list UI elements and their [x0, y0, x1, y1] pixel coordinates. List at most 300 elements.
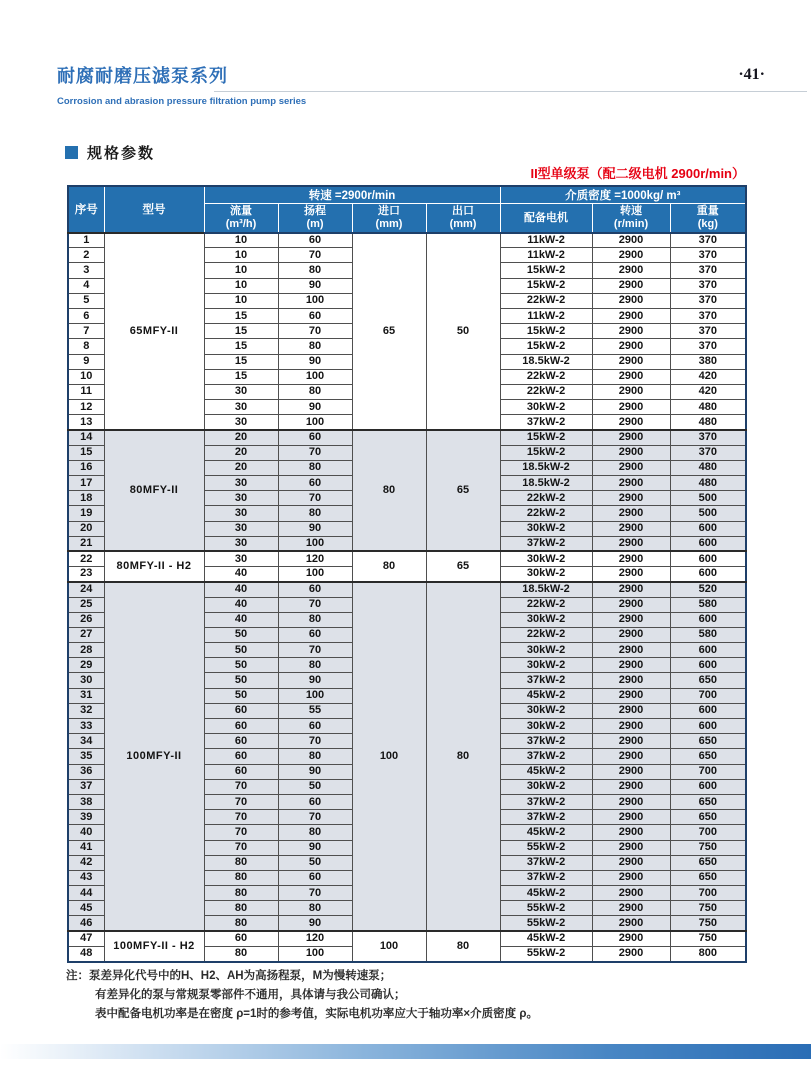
cell-weight: 520 — [670, 582, 746, 597]
cell-motor: 45kW-2 — [500, 825, 592, 840]
cell-seq: 41 — [68, 840, 104, 855]
note-line — [66, 967, 538, 986]
cell-head: 60 — [278, 582, 352, 597]
section-bullet-icon — [65, 146, 78, 159]
cell-speed: 2900 — [592, 521, 670, 536]
cell-flow: 50 — [204, 673, 278, 688]
cell-flow: 60 — [204, 734, 278, 749]
cell-head: 90 — [278, 400, 352, 415]
cell-seq: 34 — [68, 734, 104, 749]
col-header-outlet — [426, 204, 500, 233]
cell-speed: 2900 — [592, 445, 670, 460]
cell-flow: 30 — [204, 400, 278, 415]
cell-motor: 45kW-2 — [500, 764, 592, 779]
cell-weight: 600 — [670, 567, 746, 582]
cell-head: 120 — [278, 551, 352, 566]
cell-speed: 2900 — [592, 810, 670, 825]
cell-head: 60 — [278, 233, 352, 248]
cell-head: 70 — [278, 324, 352, 339]
cell-weight: 580 — [670, 627, 746, 642]
cell-motor: 18.5kW-2 — [500, 460, 592, 475]
cell-speed: 2900 — [592, 946, 670, 961]
cell-head: 60 — [278, 476, 352, 491]
cell-model: 80MFY-II — [104, 430, 204, 552]
cell-seq: 7 — [68, 324, 104, 339]
cell-seq: 18 — [68, 491, 104, 506]
cell-motor: 22kW-2 — [500, 384, 592, 399]
cell-seq: 4 — [68, 278, 104, 293]
cell-flow: 60 — [204, 703, 278, 718]
cell-flow: 10 — [204, 293, 278, 308]
cell-model: 80MFY-II - H2 — [104, 551, 204, 581]
cell-head: 60 — [278, 627, 352, 642]
cell-motor: 37kW-2 — [500, 855, 592, 870]
cell-flow: 50 — [204, 627, 278, 642]
cell-weight: 700 — [670, 825, 746, 840]
cell-speed: 2900 — [592, 597, 670, 612]
cell-head: 120 — [278, 931, 352, 946]
cell-speed: 2900 — [592, 567, 670, 582]
note-line — [66, 986, 538, 1005]
cell-weight: 370 — [670, 248, 746, 263]
col-header-flow — [204, 204, 278, 233]
cell-seq: 10 — [68, 369, 104, 384]
col-header-seq: 序号 — [68, 186, 104, 233]
cell-seq: 27 — [68, 627, 104, 642]
cell-head: 80 — [278, 384, 352, 399]
cell-flow: 10 — [204, 278, 278, 293]
cell-flow: 10 — [204, 248, 278, 263]
cell-seq: 11 — [68, 384, 104, 399]
cell-weight: 420 — [670, 384, 746, 399]
cell-weight: 650 — [670, 749, 746, 764]
header-divider — [214, 91, 807, 92]
cell-weight: 600 — [670, 643, 746, 658]
cell-head: 80 — [278, 612, 352, 627]
cell-speed: 2900 — [592, 491, 670, 506]
cell-head: 60 — [278, 430, 352, 445]
cell-motor: 15kW-2 — [500, 263, 592, 278]
cell-head: 100 — [278, 369, 352, 384]
cell-motor: 45kW-2 — [500, 688, 592, 703]
page-number: ·41· — [738, 66, 765, 83]
series-title-cn: 耐腐耐磨压滤泵系列 — [57, 66, 228, 86]
speed-label: 转速 — [620, 205, 643, 218]
weight-label: 重量 — [696, 205, 719, 218]
cell-motor: 30kW-2 — [500, 643, 592, 658]
cell-motor: 55kW-2 — [500, 901, 592, 916]
cell-speed: 2900 — [592, 703, 670, 718]
cell-flow: 20 — [204, 445, 278, 460]
table-row — [68, 582, 746, 597]
cell-weight: 500 — [670, 506, 746, 521]
cell-speed: 2900 — [592, 794, 670, 809]
cell-flow: 40 — [204, 582, 278, 597]
cell-motor: 15kW-2 — [500, 430, 592, 445]
cell-speed: 2900 — [592, 901, 670, 916]
cell-motor: 45kW-2 — [500, 931, 592, 946]
cell-flow: 10 — [204, 263, 278, 278]
cell-flow: 70 — [204, 779, 278, 794]
cell-flow: 30 — [204, 476, 278, 491]
cell-head: 70 — [278, 643, 352, 658]
cell-model: 65MFY-II — [104, 233, 204, 430]
cell-weight: 800 — [670, 946, 746, 961]
cell-head: 80 — [278, 825, 352, 840]
cell-flow: 15 — [204, 369, 278, 384]
cell-weight: 370 — [670, 339, 746, 354]
section-heading — [65, 142, 155, 163]
cell-motor: 37kW-2 — [500, 810, 592, 825]
cell-head: 100 — [278, 293, 352, 308]
cell-weight: 750 — [670, 931, 746, 946]
cell-head: 70 — [278, 491, 352, 506]
cell-weight: 370 — [670, 263, 746, 278]
cell-speed: 2900 — [592, 886, 670, 901]
cell-speed: 2900 — [592, 233, 670, 248]
cell-speed: 2900 — [592, 369, 670, 384]
cell-seq: 3 — [68, 263, 104, 278]
cell-head: 80 — [278, 506, 352, 521]
cell-weight: 600 — [670, 536, 746, 551]
cell-flow: 70 — [204, 810, 278, 825]
cell-inlet: 80 — [352, 430, 426, 552]
cell-head: 90 — [278, 840, 352, 855]
cell-speed: 2900 — [592, 400, 670, 415]
cell-flow: 15 — [204, 308, 278, 323]
cell-speed: 2900 — [592, 749, 670, 764]
col-header-inlet — [352, 204, 426, 233]
cell-speed: 2900 — [592, 764, 670, 779]
cell-seq: 40 — [68, 825, 104, 840]
cell-motor: 30kW-2 — [500, 703, 592, 718]
cell-flow: 30 — [204, 506, 278, 521]
cell-motor: 30kW-2 — [500, 612, 592, 627]
cell-flow: 30 — [204, 551, 278, 566]
cell-motor: 30kW-2 — [500, 779, 592, 794]
cell-seq: 9 — [68, 354, 104, 369]
cell-speed: 2900 — [592, 324, 670, 339]
cell-head: 100 — [278, 946, 352, 961]
cell-head: 90 — [278, 354, 352, 369]
cell-head: 60 — [278, 719, 352, 734]
cell-seq: 30 — [68, 673, 104, 688]
cell-head: 70 — [278, 734, 352, 749]
spec-table — [67, 185, 747, 963]
footer-decoration-band — [0, 1044, 811, 1059]
cell-flow: 15 — [204, 339, 278, 354]
cell-flow: 80 — [204, 855, 278, 870]
cell-motor: 30kW-2 — [500, 567, 592, 582]
cell-head: 100 — [278, 567, 352, 582]
cell-outlet: 50 — [426, 233, 500, 430]
cell-weight: 700 — [670, 688, 746, 703]
cell-seq: 2 — [68, 248, 104, 263]
cell-motor: 11kW-2 — [500, 308, 592, 323]
cell-motor: 22kW-2 — [500, 627, 592, 642]
cell-flow: 50 — [204, 658, 278, 673]
cell-seq: 48 — [68, 946, 104, 961]
cell-inlet: 100 — [352, 582, 426, 931]
cell-speed: 2900 — [592, 354, 670, 369]
cell-weight: 650 — [670, 734, 746, 749]
cell-seq: 20 — [68, 521, 104, 536]
cell-speed: 2900 — [592, 263, 670, 278]
cell-weight: 380 — [670, 354, 746, 369]
table-row — [68, 430, 746, 445]
cell-motor: 11kW-2 — [500, 248, 592, 263]
cell-seq: 36 — [68, 764, 104, 779]
cell-seq: 19 — [68, 506, 104, 521]
col-header-weight — [670, 204, 746, 233]
cell-inlet: 100 — [352, 931, 426, 961]
cell-seq: 37 — [68, 779, 104, 794]
cell-flow: 80 — [204, 886, 278, 901]
cell-motor: 37kW-2 — [500, 870, 592, 885]
cell-weight: 370 — [670, 293, 746, 308]
cell-motor: 37kW-2 — [500, 673, 592, 688]
cell-head: 50 — [278, 855, 352, 870]
cell-motor: 15kW-2 — [500, 339, 592, 354]
cell-seq: 13 — [68, 415, 104, 430]
cell-head: 80 — [278, 658, 352, 673]
cell-weight: 370 — [670, 308, 746, 323]
cell-seq: 6 — [68, 308, 104, 323]
cell-seq: 15 — [68, 445, 104, 460]
cell-speed: 2900 — [592, 415, 670, 430]
cell-head: 100 — [278, 688, 352, 703]
cell-motor: 55kW-2 — [500, 946, 592, 961]
cell-speed: 2900 — [592, 931, 670, 946]
cell-motor: 18.5kW-2 — [500, 476, 592, 491]
cell-weight: 650 — [670, 870, 746, 885]
cell-weight: 700 — [670, 886, 746, 901]
cell-speed: 2900 — [592, 627, 670, 642]
cell-seq: 35 — [68, 749, 104, 764]
cell-motor: 22kW-2 — [500, 369, 592, 384]
cell-head: 80 — [278, 339, 352, 354]
cell-weight: 650 — [670, 855, 746, 870]
cell-seq: 12 — [68, 400, 104, 415]
cell-speed: 2900 — [592, 719, 670, 734]
cell-seq: 32 — [68, 703, 104, 718]
cell-flow: 40 — [204, 597, 278, 612]
cell-motor: 30kW-2 — [500, 719, 592, 734]
cell-weight: 750 — [670, 916, 746, 931]
cell-weight: 580 — [670, 597, 746, 612]
group-header-density: 介质密度 =1000kg/ m³ — [500, 186, 746, 204]
cell-speed: 2900 — [592, 506, 670, 521]
note-text: 泵差异化代号中的H、H2、AH为高扬程泵，M为慢转速泵； — [89, 970, 392, 982]
cell-speed: 2900 — [592, 825, 670, 840]
cell-head: 60 — [278, 308, 352, 323]
cell-outlet: 80 — [426, 582, 500, 931]
cell-flow: 60 — [204, 931, 278, 946]
cell-seq: 43 — [68, 870, 104, 885]
head-label: 扬程 — [304, 205, 326, 218]
cell-seq: 5 — [68, 293, 104, 308]
cell-motor: 15kW-2 — [500, 278, 592, 293]
cell-speed: 2900 — [592, 536, 670, 551]
cell-flow: 80 — [204, 916, 278, 931]
cell-speed: 2900 — [592, 308, 670, 323]
cell-seq: 1 — [68, 233, 104, 248]
cell-speed: 2900 — [592, 916, 670, 931]
cell-model: 100MFY-II — [104, 582, 204, 931]
series-title-en: Corrosion and abrasion pressure filtration pump series — [57, 96, 307, 107]
flow-unit: (m³/h) — [225, 217, 257, 230]
cell-weight: 600 — [670, 719, 746, 734]
cell-seq: 38 — [68, 794, 104, 809]
cell-flow: 15 — [204, 324, 278, 339]
cell-head: 80 — [278, 460, 352, 475]
cell-speed: 2900 — [592, 855, 670, 870]
cell-weight: 650 — [670, 794, 746, 809]
cell-head: 55 — [278, 703, 352, 718]
cell-flow: 20 — [204, 460, 278, 475]
cell-speed: 2900 — [592, 658, 670, 673]
table-row — [68, 233, 746, 248]
pump-type-caption: II型单级泵（配二级电机 2900r/min） — [530, 166, 745, 181]
spec-table-body — [68, 233, 746, 962]
cell-seq: 21 — [68, 536, 104, 551]
cell-weight: 420 — [670, 369, 746, 384]
col-header-motor: 配备电机 — [500, 204, 592, 233]
cell-motor: 45kW-2 — [500, 886, 592, 901]
cell-weight: 600 — [670, 551, 746, 566]
cell-head: 90 — [278, 764, 352, 779]
cell-flow: 40 — [204, 612, 278, 627]
cell-seq: 23 — [68, 567, 104, 582]
cell-flow: 70 — [204, 825, 278, 840]
cell-speed: 2900 — [592, 551, 670, 566]
cell-seq: 42 — [68, 855, 104, 870]
cell-motor: 37kW-2 — [500, 749, 592, 764]
cell-flow: 30 — [204, 384, 278, 399]
col-header-head — [278, 204, 352, 233]
cell-weight: 650 — [670, 810, 746, 825]
cell-flow: 60 — [204, 764, 278, 779]
cell-motor: 30kW-2 — [500, 551, 592, 566]
cell-motor: 22kW-2 — [500, 491, 592, 506]
section-title: 规格参数 — [87, 145, 156, 162]
cell-flow: 60 — [204, 719, 278, 734]
cell-seq: 16 — [68, 460, 104, 475]
cell-flow: 30 — [204, 491, 278, 506]
flow-label: 流量 — [230, 205, 252, 218]
cell-seq: 25 — [68, 597, 104, 612]
cell-head: 50 — [278, 779, 352, 794]
cell-weight: 480 — [670, 415, 746, 430]
cell-head: 70 — [278, 597, 352, 612]
cell-motor: 15kW-2 — [500, 445, 592, 460]
table-row — [68, 551, 746, 566]
cell-head: 100 — [278, 536, 352, 551]
table-row — [68, 931, 746, 946]
note-text: 有差异化的泵与常规泵零部件不通用，具体请与我公司确认； — [95, 989, 406, 1001]
cell-motor: 22kW-2 — [500, 597, 592, 612]
cell-seq: 22 — [68, 551, 104, 566]
cell-head: 70 — [278, 810, 352, 825]
cell-speed: 2900 — [592, 643, 670, 658]
cell-speed: 2900 — [592, 278, 670, 293]
cell-flow: 10 — [204, 233, 278, 248]
cell-head: 80 — [278, 749, 352, 764]
cell-seq: 28 — [68, 643, 104, 658]
cell-weight: 480 — [670, 400, 746, 415]
cell-head: 80 — [278, 263, 352, 278]
cell-flow: 80 — [204, 901, 278, 916]
cell-motor: 18.5kW-2 — [500, 582, 592, 597]
cell-speed: 2900 — [592, 688, 670, 703]
note-text: 表中配备电机功率是在密度 ρ=1时的参考值，实际电机功率应大于轴功率×介质密度 ρ。 — [95, 1008, 538, 1020]
cell-speed: 2900 — [592, 840, 670, 855]
note-line — [66, 1005, 538, 1024]
cell-weight: 750 — [670, 901, 746, 916]
cell-motor: 55kW-2 — [500, 840, 592, 855]
cell-weight: 370 — [670, 278, 746, 293]
cell-weight: 370 — [670, 445, 746, 460]
cell-flow: 30 — [204, 521, 278, 536]
cell-motor: 30kW-2 — [500, 658, 592, 673]
cell-head: 90 — [278, 673, 352, 688]
cell-outlet: 80 — [426, 931, 500, 961]
cell-weight: 500 — [670, 491, 746, 506]
cell-flow: 80 — [204, 870, 278, 885]
cell-motor: 37kW-2 — [500, 734, 592, 749]
cell-flow: 30 — [204, 415, 278, 430]
cell-speed: 2900 — [592, 612, 670, 627]
cell-inlet: 80 — [352, 551, 426, 581]
cell-weight: 750 — [670, 840, 746, 855]
weight-unit: (kg) — [697, 217, 718, 230]
speed-unit: (r/min) — [613, 217, 649, 230]
cell-speed: 2900 — [592, 339, 670, 354]
cell-seq: 46 — [68, 916, 104, 931]
outlet-label: 出口 — [452, 205, 475, 218]
cell-model: 100MFY-II - H2 — [104, 931, 204, 961]
cell-motor: 30kW-2 — [500, 400, 592, 415]
cell-weight: 370 — [670, 233, 746, 248]
cell-motor: 37kW-2 — [500, 536, 592, 551]
cell-weight: 600 — [670, 612, 746, 627]
cell-speed: 2900 — [592, 384, 670, 399]
cell-weight: 370 — [670, 430, 746, 445]
cell-head: 70 — [278, 248, 352, 263]
cell-seq: 31 — [68, 688, 104, 703]
cell-seq: 47 — [68, 931, 104, 946]
cell-weight: 600 — [670, 521, 746, 536]
cell-seq: 24 — [68, 582, 104, 597]
cell-weight: 480 — [670, 460, 746, 475]
cell-motor: 37kW-2 — [500, 415, 592, 430]
cell-weight: 600 — [670, 658, 746, 673]
cell-flow: 30 — [204, 536, 278, 551]
cell-motor: 22kW-2 — [500, 293, 592, 308]
footnotes — [66, 967, 538, 1024]
cell-motor: 18.5kW-2 — [500, 354, 592, 369]
cell-speed: 2900 — [592, 430, 670, 445]
cell-weight: 370 — [670, 324, 746, 339]
cell-flow: 70 — [204, 794, 278, 809]
cell-speed: 2900 — [592, 460, 670, 475]
cell-seq: 33 — [68, 719, 104, 734]
cell-motor: 30kW-2 — [500, 521, 592, 536]
cell-flow: 70 — [204, 840, 278, 855]
inlet-label: 进口 — [378, 205, 400, 218]
cell-seq: 26 — [68, 612, 104, 627]
group-header-speed: 转速 =2900r/min — [204, 186, 500, 204]
